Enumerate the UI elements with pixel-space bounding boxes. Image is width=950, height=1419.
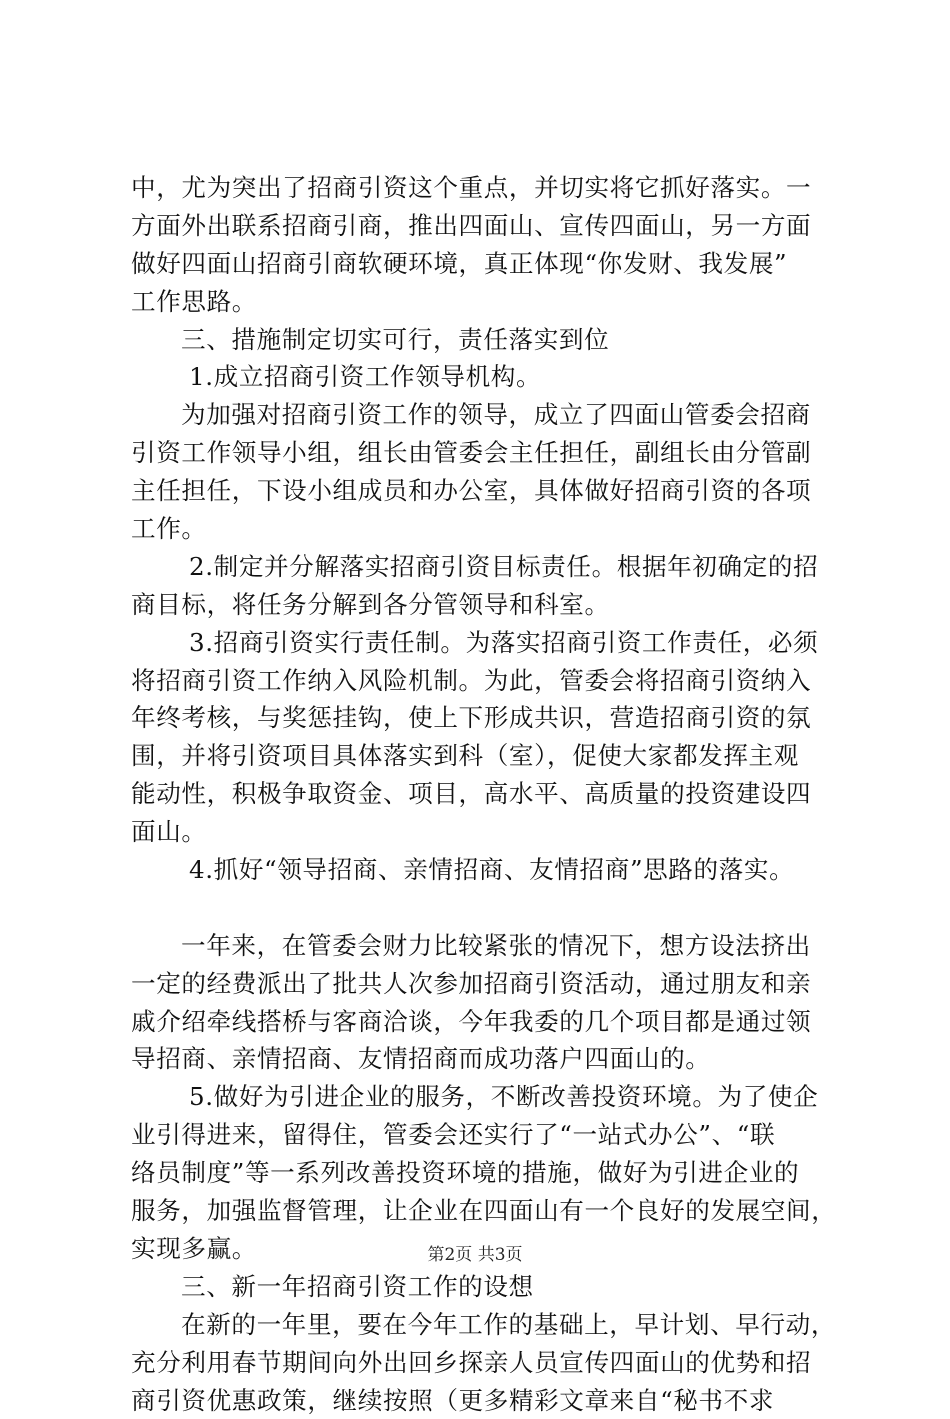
text-line: 充分利用春节期间向外出回乡探亲人员宣传四面山的优势和招 — [131, 1344, 831, 1382]
text-line: 引资工作领导小组，组长由管委会主任担任，副组长由分管副 — [131, 434, 831, 472]
text-line: 工作思路。 — [131, 283, 831, 321]
text-line: 为加强对招商引资工作的领导，成立了四面山管委会招商 — [131, 396, 831, 434]
text-line: 络员制度”等一系列改善投资环境的措施，做好为引进企业的 — [131, 1154, 831, 1192]
text-line: 在新的一年里，要在今年工作的基础上，早计划、早行动， — [131, 1306, 831, 1344]
text-line: 商目标，将任务分解到各分管领导和科室。 — [131, 586, 831, 624]
text-line: 主任担任，下设小组成员和办公室，具体做好招商引资的各项 — [131, 472, 831, 510]
text-line: 做好四面山招商引商软硬环境，真正体现“你发财、我发展” — [131, 245, 831, 283]
text-line: 3.招商引资实行责任制。为落实招商引资工作责任，必须 — [131, 624, 831, 662]
text-line: 三、新一年招商引资工作的设想 — [131, 1268, 831, 1306]
text-line: 能动性，积极争取资金、项目，高水平、高质量的投资建设四 — [131, 775, 831, 813]
text-line: 2.制定并分解落实招商引资目标责任。根据年初确定的招 — [131, 548, 831, 586]
text-line: 方面外出联系招商引商，推出四面山、宣传四面山，另一方面 — [131, 207, 831, 245]
document-body — [131, 169, 831, 1419]
text-line: 围，并将引资项目具体落实到科（室），促使大家都发挥主观 — [131, 737, 831, 775]
text-line: 商引资优惠政策，继续按照（更多精彩文章来自“秘书不求 — [131, 1382, 831, 1419]
text-line: 年终考核，与奖惩挂钩，使上下形成共识，营造招商引资的氛 — [131, 699, 831, 737]
text-line: 面山。 — [131, 813, 831, 851]
text-line: 戚介绍牵线搭桥与客商洽谈，今年我委的几个项目都是通过领 — [131, 1003, 831, 1041]
text-line: 一年来，在管委会财力比较紧张的情况下，想方设法挤出 — [131, 927, 831, 965]
text-line: 4.抓好“领导招商、亲情招商、友情招商”思路的落实。 — [131, 851, 831, 889]
text-line: 业引得进来，留得住，管委会还实行了“一站式办公”、“联 — [131, 1116, 831, 1154]
text-line: 服务，加强监督管理，让企业在四面山有一个良好的发展空间， — [131, 1192, 831, 1230]
text-line: 工作。 — [131, 510, 831, 548]
text-line: 1.成立招商引资工作领导机构。 — [131, 358, 831, 396]
text-line: 将招商引资工作纳入风险机制。为此，管委会将招商引资纳入 — [131, 662, 831, 700]
page-footer: 第2页 共3页 — [0, 1244, 950, 1266]
text-line: 三、措施制定切实可行，责任落实到位 — [131, 321, 831, 359]
blank-line — [131, 889, 831, 927]
text-line: 5.做好为引进企业的服务，不断改善投资环境。为了使企 — [131, 1078, 831, 1116]
text-line: 实现多赢。 — [131, 1230, 831, 1268]
text-line: 中，尤为突出了招商引资这个重点，并切实将它抓好落实。一 — [131, 169, 831, 207]
text-line: 导招商、亲情招商、友情招商而成功落户四面山的。 — [131, 1040, 831, 1078]
text-line: 一定的经费派出了批共人次参加招商引资活动，通过朋友和亲 — [131, 965, 831, 1003]
